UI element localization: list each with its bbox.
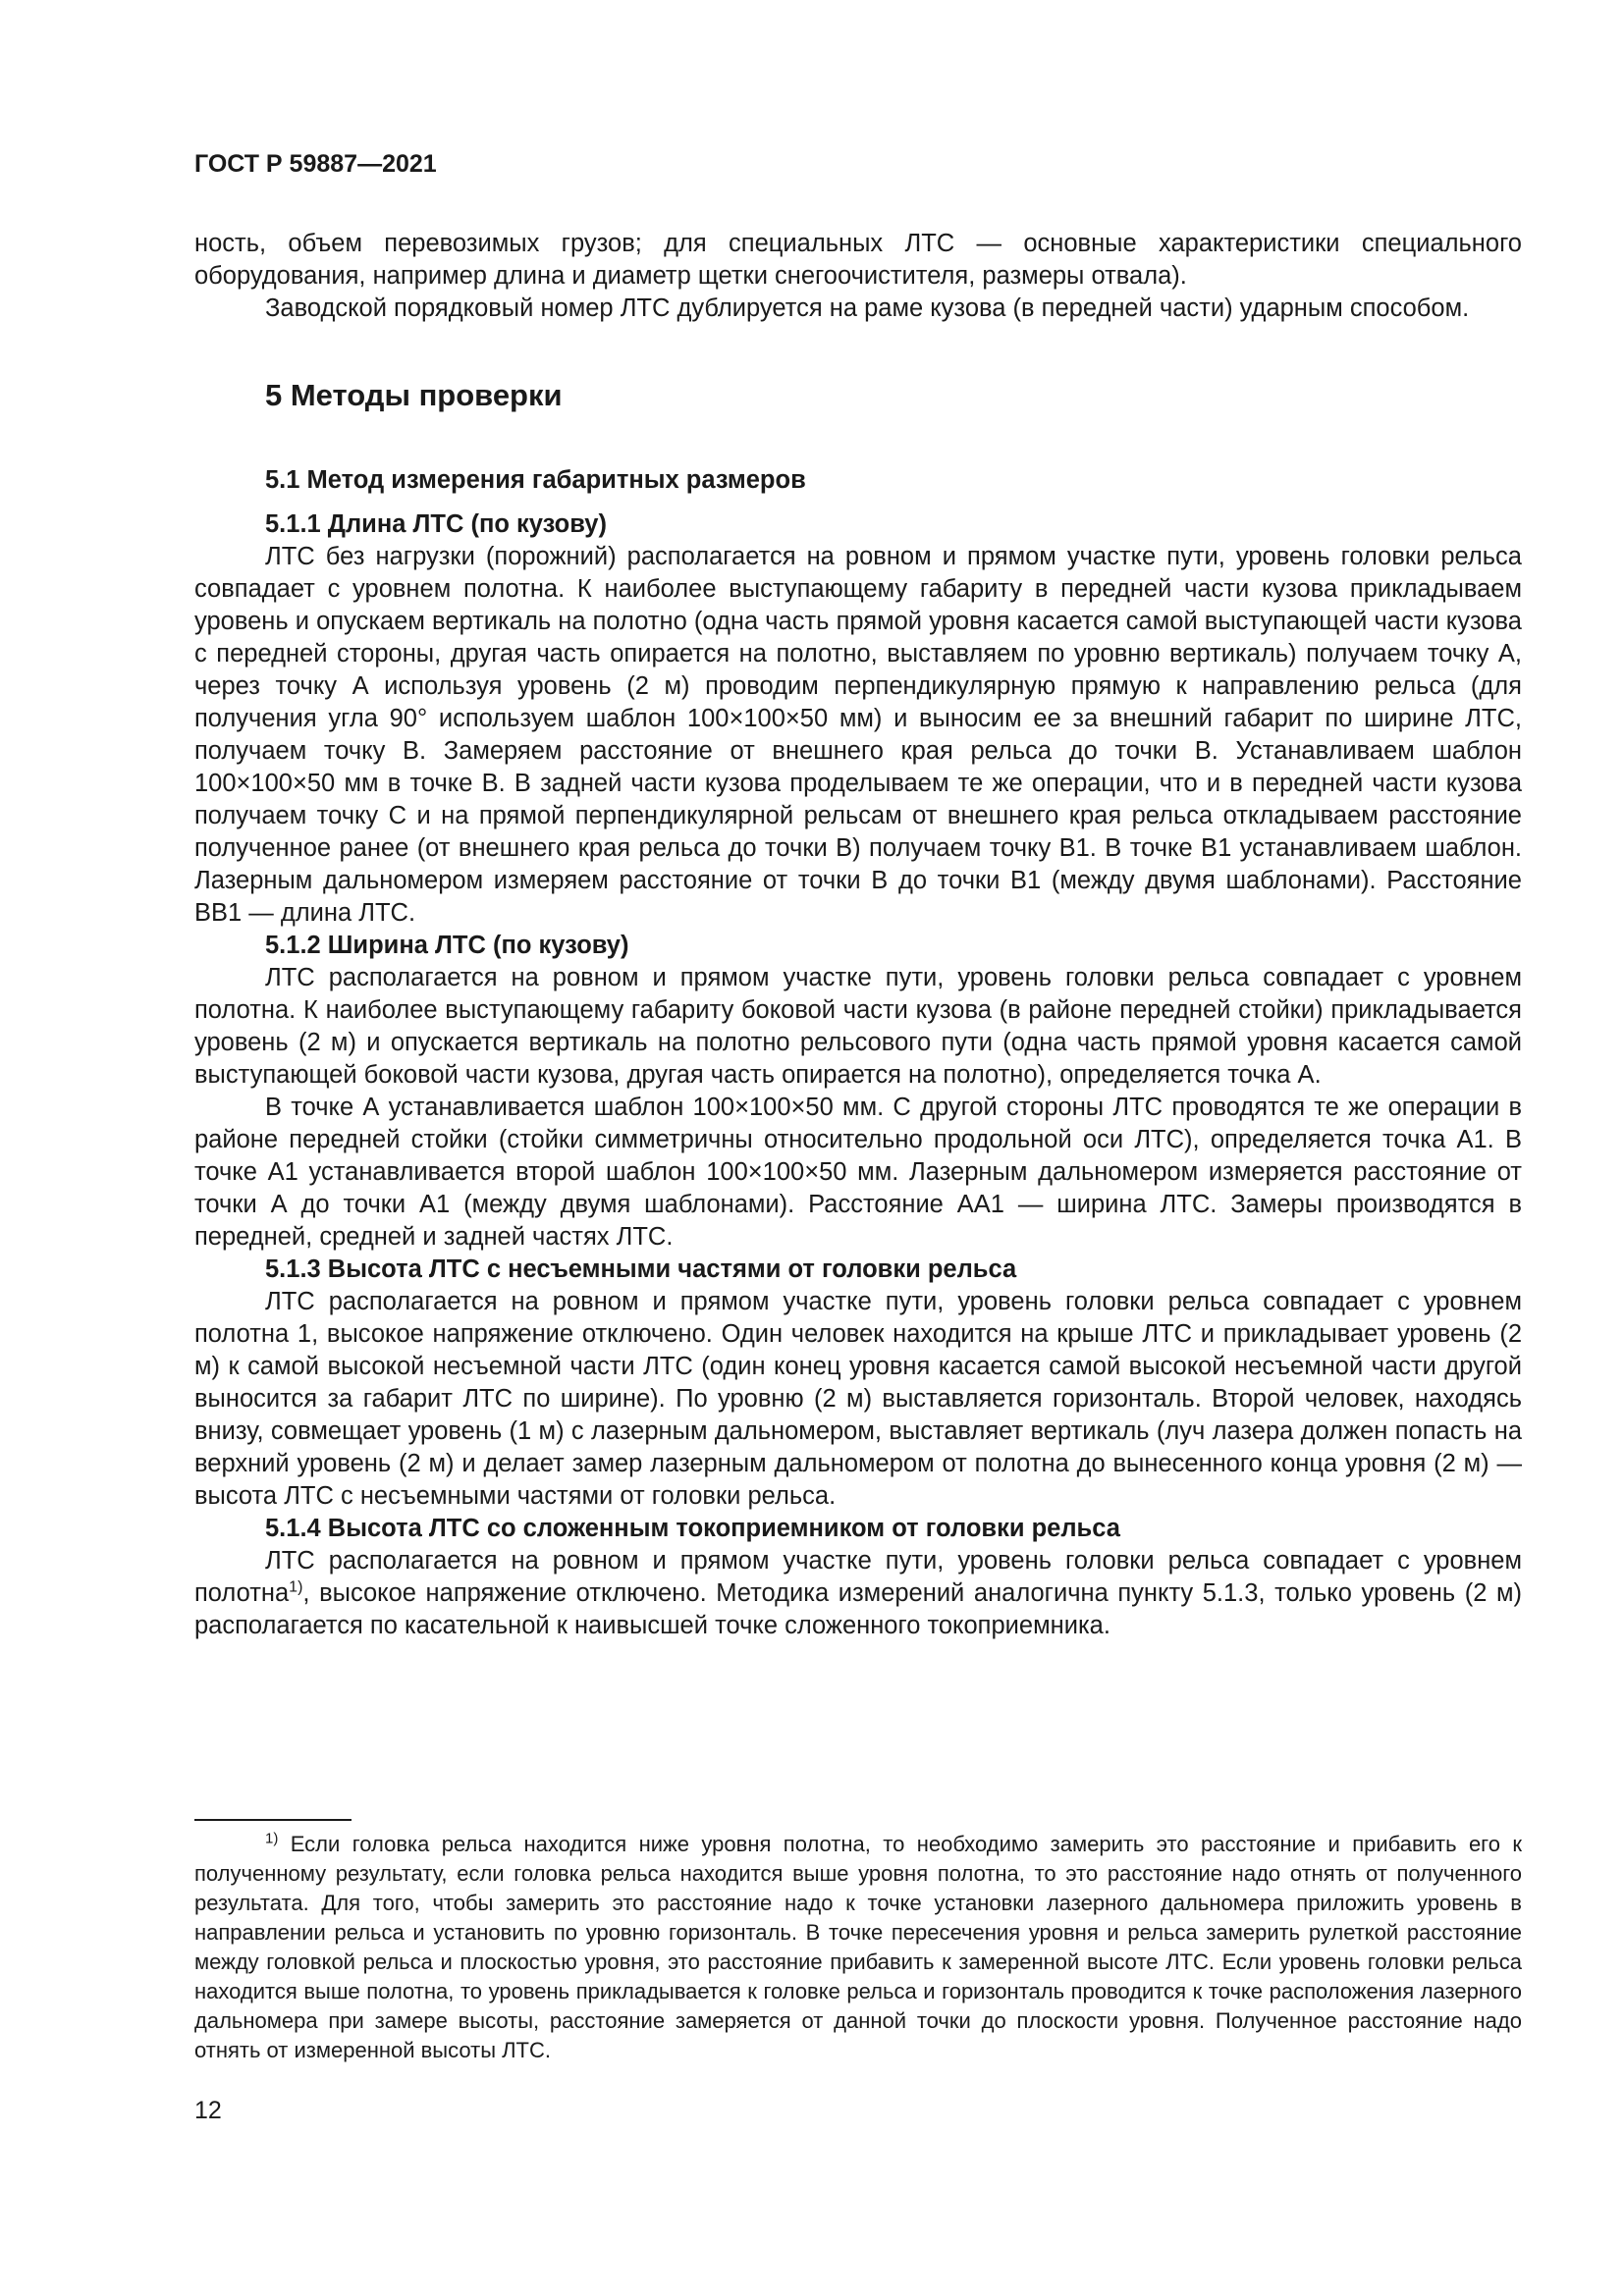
footnote-separator <box>194 1819 352 1821</box>
paragraph-text-part: ЛТС располагается на ровном и прямом участке пути, уровень головки рельса совпадает с уровнем полотна <box>194 1547 1522 1607</box>
clause-heading-height-pantograph: 5.1.4 Высота ЛТС со сложенным токоприемником от головки рельса <box>265 1515 1120 1542</box>
page-number: 12 <box>194 2097 222 2124</box>
footnote-reference[interactable]: 1) <box>289 1578 303 1596</box>
paragraph-serial-number: Заводской порядковый номер ЛТС дублируется на раме кузова (в передней части) ударным способом. <box>265 294 1470 322</box>
subsection-heading: 5.1 Метод измерения габаритных размеров <box>265 466 806 494</box>
section-heading: 5 Методы проверки <box>265 378 563 412</box>
paragraph-length-method: ЛТС без нагрузки (порожний) располагается на ровном и прямом участке пути, уровень головки рельса совпадает с уровнем полотна. К наиболее выступающему габариту в передней части кузова прикладываем уровень и опускаем вертикаль на полотно (одна часть прямой уровня касается самой выступающей части кузова с передней стороны, другая часть опирается на полотно, выставляем по уровню вертикаль) получаем точку А, через точку А используя уровень (2 м) проводим перпендикулярную прямую к направлению рельса (для получения угла 90° используем шаблон 100×100×50 мм) и выносим ее за внешний габарит по ширине ЛТС, получаем точку В. Замеряем расстояние от внешнего края рельса до точки В. Устанавливаем шаблон 100×100×50 мм в точке В. В задней части кузова проделываем те же операции, что и в передней части кузова получаем точку С и на прямой перпендикулярной рельсам от внешнего края рельса откладываем расстояние полученное ранее (от внешнего края рельса до точки В) получаем точку В1. В точке В1 устанавливаем шаблон. Лазерным дальномером измеряем расстояние от точки В до точки В1 (между двумя шаблонами). Расстояние ВВ1 — длина ЛТС. <box>194 543 1522 927</box>
footnote-body: Если головка рельса находится ниже уровня полотна, то необходимо замерить это расстояние и прибавить его к полученному результату, если головка рельса находится выше уровня полотна, то это расстояние надо отнять от полученного результата. Для того, чтобы замерить это расстояние надо к точке установки лазерного дальномера приложить уровень в направлении рельса и установить по уровню горизонталь. В точке пересечения уровня и рельса замерить рулеткой расстояние между головкой рельса и плоскостью уровня, это расстояние прибавить к замеренной высоте ЛТС. Если уровень головки рельса находится выше полотна, то уровень прикладывается к головке рельса и горизонталь проводится к точке расположения лазерного дальномера при замере высоты, расстояние замеряется от данной точки до плоскости уровня. Полученное расстояние надо отнять от измеренной высоты ЛТС. <box>194 1832 1522 2062</box>
paragraph-continuation: ность, объем перевозимых грузов; для специальных ЛТС — основные характеристики специального оборудования, например длина и диаметр щетки снегоочистителя, размеры отвала). <box>194 230 1522 290</box>
footnote-text <box>194 1830 1522 2065</box>
paragraph-width-method-2: В точке А устанавливается шаблон 100×100×50 мм. С другой стороны ЛТС проводятся те же операции в районе передней стойки (стойки симметричны относительно продольной оси ЛТС), определяется точка А1. В точке А1 устанавливается второй шаблон 100×100×50 мм. Лазерным дальномером измеряется расстояние от точки А до точки А1 (между двумя шаблонами). Расстояние АА1 — ширина ЛТС. Замеры производятся в передней, средней и задней частях ЛТС. <box>194 1094 1522 1251</box>
footnote-marker: 1) <box>265 1830 279 1847</box>
clause-heading-width: 5.1.2 Ширина ЛТС (по кузову) <box>265 932 629 959</box>
paragraph-height-fixed-method: ЛТС располагается на ровном и прямом участке пути, уровень головки рельса совпадает с уровнем полотна 1, высокое напряжение отключено. Один человек находится на крыше ЛТС и прикладывает уровень (2 м) к самой высокой несъемной части ЛТС (один конец уровня касается самой высокой несъемной части другой выносится за габарит ЛТС по ширине). По уровню (2 м) выставляется горизонталь. Второй человек, находясь внизу, совмещает уровень (1 м) с лазерным дальномером, выставляет вертикаль (луч лазера должен попасть на верхний уровень (2 м) и делает замер лазерным дальномером от полотна до вынесенного конца уровня (2 м) — высота ЛТС с несъемными частями от головки рельса. <box>194 1288 1522 1510</box>
page-body <box>194 228 1522 1642</box>
clause-heading-height-fixed: 5.1.3 Высота ЛТС с несъемными частями от головки рельса <box>265 1255 1017 1283</box>
document-header: ГОСТ Р 59887—2021 <box>194 150 437 178</box>
footnote <box>194 1830 1522 2065</box>
paragraph-text-part: , высокое напряжение отключено. Методика измерений аналогична пункту 5.1.3, только уровень (2 м) располагается по касательной к наивысшей точке сложенного токоприемника. <box>194 1579 1522 1639</box>
paragraph-height-pantograph-method <box>194 1545 1522 1642</box>
clause-heading-length: 5.1.1 Длина ЛТС (по кузову) <box>265 510 607 538</box>
paragraph-width-method-1: ЛТС располагается на ровном и прямом участке пути, уровень головки рельса совпадает с уровнем полотна. К наиболее выступающему габариту боковой части кузова (в районе передней стойки) прикладывается уровень (2 м) и опускается вертикаль на полотно рельсового пути (одна часть прямой уровня касается самой выступающей боковой части кузова, другая часть опирается на полотно), определяется точка А. <box>194 964 1522 1089</box>
